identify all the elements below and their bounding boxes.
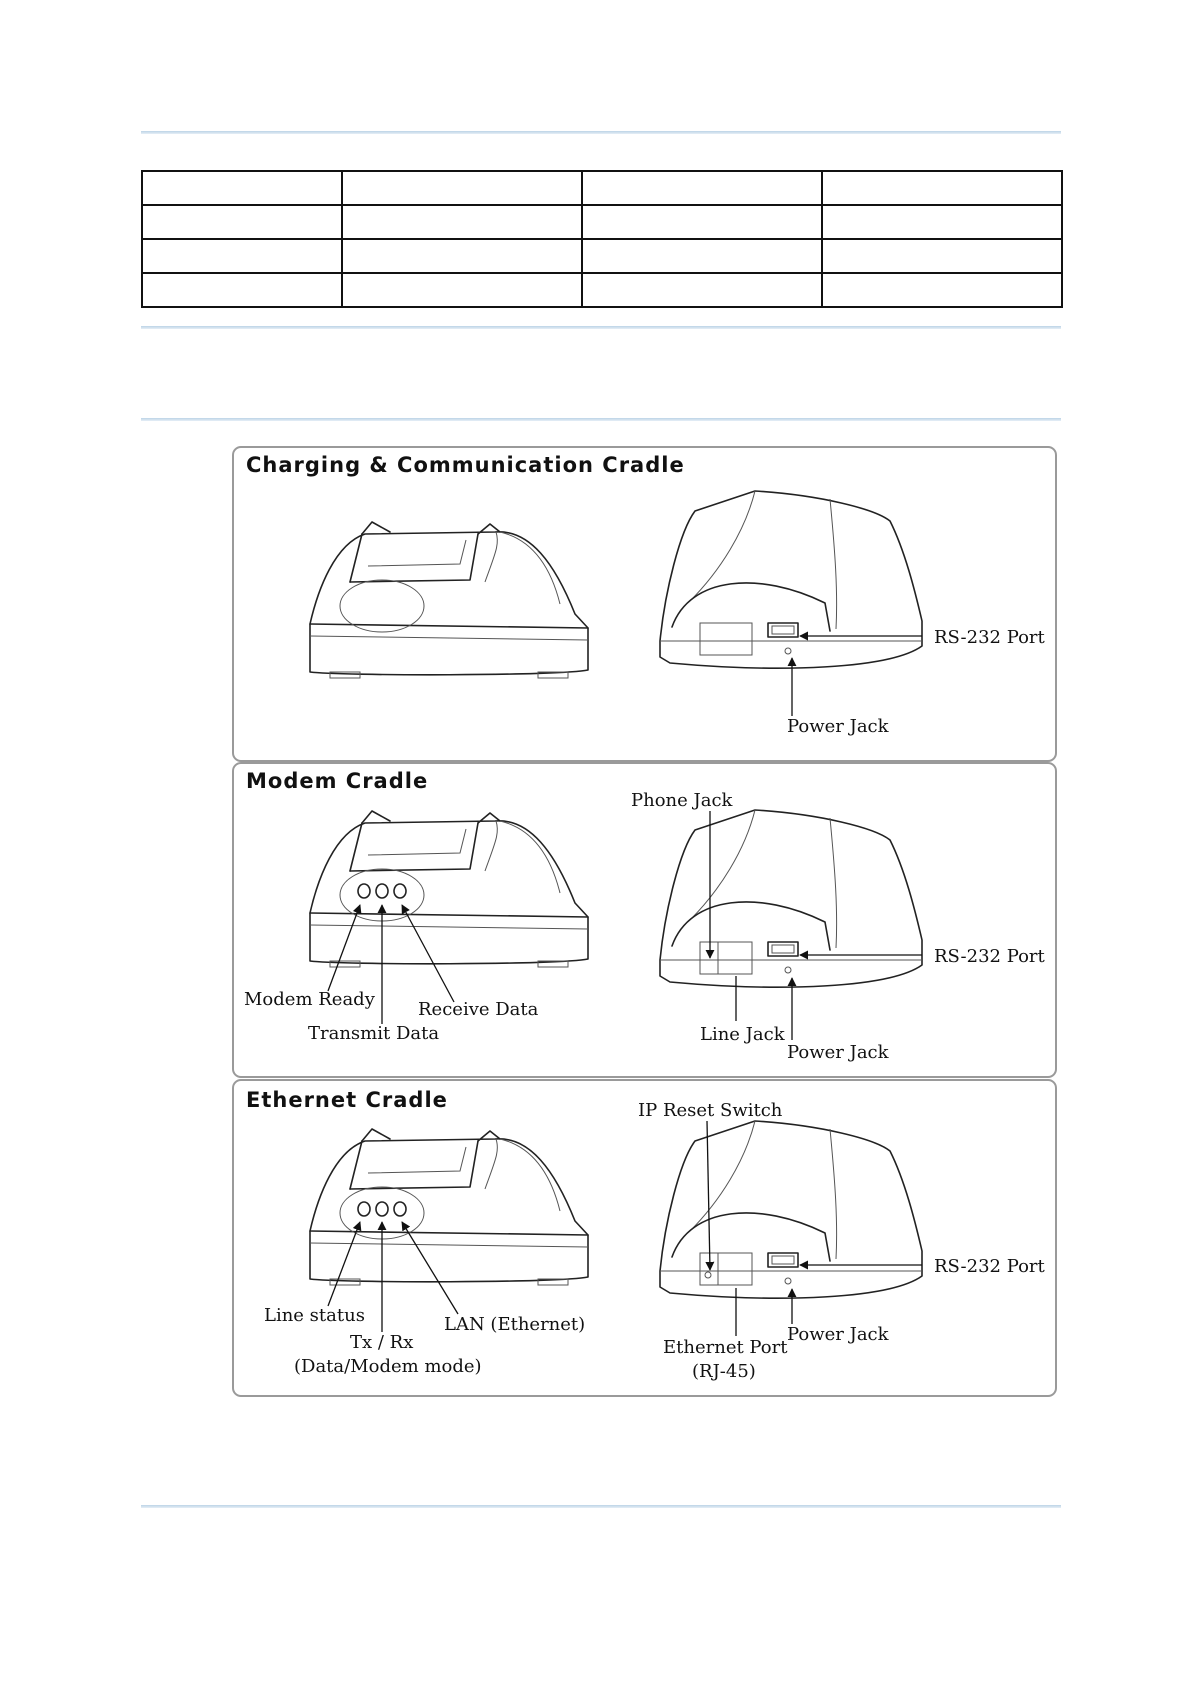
callout-label: RS-232 Port <box>934 1256 1045 1277</box>
table-cell <box>342 171 582 205</box>
table-row <box>142 239 1062 273</box>
callout-label: Power Jack <box>787 1042 889 1063</box>
table-cell <box>342 205 582 239</box>
callout-label: RS-232 Port <box>934 946 1045 967</box>
cradle-figure <box>232 446 1057 1398</box>
ethernet-cradle-panel <box>233 1080 1056 1396</box>
cradle-diagram <box>232 446 1057 1398</box>
callout-label: (Data/Modem mode) <box>294 1356 482 1377</box>
callout-label: Receive Data <box>418 999 539 1020</box>
table-cell <box>582 171 822 205</box>
callout-label: Modem Ready <box>244 989 375 1010</box>
table-cell <box>582 239 822 273</box>
table-row <box>142 205 1062 239</box>
callout-label: Line Jack <box>700 1024 785 1045</box>
table-cell <box>822 205 1062 239</box>
section-rule <box>141 418 1061 421</box>
header-rule <box>141 131 1061 134</box>
table-cell <box>822 239 1062 273</box>
callout-label: Power Jack <box>787 716 889 737</box>
table-cell <box>582 273 822 307</box>
callout-label: Transmit Data <box>308 1023 440 1044</box>
table-cell <box>342 239 582 273</box>
footer-rule <box>141 1505 1061 1508</box>
callout-label: Ethernet Port <box>663 1337 788 1358</box>
callout-label: LAN (Ethernet) <box>444 1314 586 1335</box>
table-cell <box>822 273 1062 307</box>
callout-label: IP Reset Switch <box>638 1100 783 1121</box>
charging-cradle-panel <box>233 447 1056 761</box>
table-row <box>142 171 1062 205</box>
modem-cradle-panel <box>233 763 1056 1077</box>
table-cell <box>342 273 582 307</box>
spec-table <box>141 170 1063 308</box>
callout-label: Tx / Rx <box>350 1332 414 1353</box>
table-row <box>142 273 1062 307</box>
callout-label: Line status <box>264 1305 365 1326</box>
panel-title: Ethernet Cradle <box>246 1088 448 1112</box>
callout-label: Phone Jack <box>631 790 733 811</box>
callout-label: (RJ-45) <box>692 1361 756 1382</box>
callout-label: Power Jack <box>787 1324 889 1345</box>
table-cell <box>582 205 822 239</box>
table-cell <box>822 171 1062 205</box>
table-cell <box>142 239 342 273</box>
callout-label: RS-232 Port <box>934 627 1045 648</box>
table-cell <box>142 171 342 205</box>
table-cell <box>142 273 342 307</box>
panel-title: Modem Cradle <box>246 769 429 793</box>
panel-frame <box>233 447 1056 761</box>
table-cell <box>142 205 342 239</box>
section-rule <box>141 326 1061 329</box>
panel-title: Charging & Communication Cradle <box>246 453 685 477</box>
